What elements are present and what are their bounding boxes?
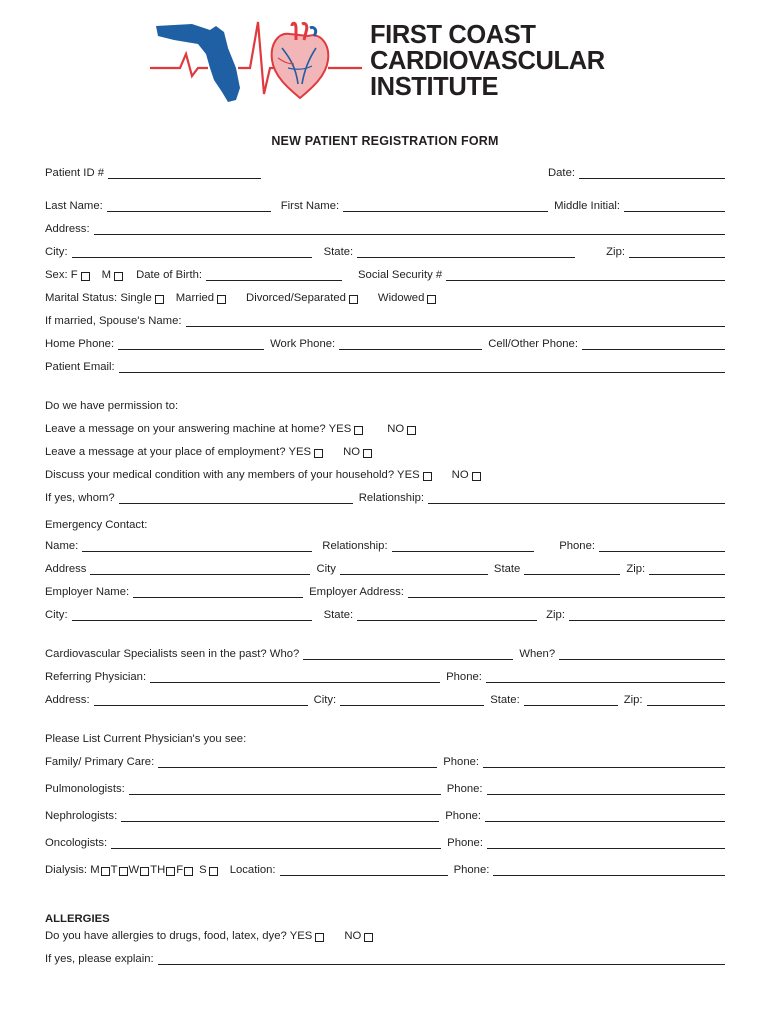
employer-city-line[interactable]: [72, 609, 312, 621]
dialysis-s-checkbox[interactable]: [209, 867, 218, 876]
whom-line[interactable]: [119, 492, 353, 504]
cell-phone-line[interactable]: [582, 338, 725, 350]
address-label: Address:: [45, 223, 90, 235]
row-emergency-heading: [45, 517, 725, 532]
dialysis-f-label: F: [176, 864, 184, 876]
spouse-name-line[interactable]: [186, 315, 725, 327]
pulmo-phone-label: Phone:: [446, 783, 483, 795]
nephro-line[interactable]: [121, 810, 439, 822]
permission-relationship-line[interactable]: [428, 492, 725, 504]
referring-phone-label: Phone:: [446, 671, 482, 683]
whom-label: If yes, whom?: [45, 492, 115, 504]
row-email: [45, 359, 725, 374]
onco-phone-line[interactable]: [487, 837, 725, 849]
married-checkbox[interactable]: [217, 295, 226, 304]
row-city: [45, 244, 725, 259]
employer-city-label: City:: [45, 609, 68, 621]
family-line[interactable]: [158, 756, 437, 768]
allergies-heading: ALLERGIES: [45, 913, 110, 925]
date-label: Date:: [547, 167, 575, 179]
pulmo-label: Pulmonologists:: [45, 783, 125, 795]
permission-q3-label: Discuss your medical condition with any members of your household? YES: [45, 469, 420, 481]
dialysis-label: Dialysis: M: [45, 864, 100, 876]
sex-label: Sex: F: [45, 269, 78, 281]
pulmo-line[interactable]: [129, 783, 441, 795]
employer-zip-label: Zip:: [546, 609, 565, 621]
employer-address-line[interactable]: [408, 586, 725, 598]
email-label: Patient Email:: [45, 361, 115, 373]
work-phone-line[interactable]: [339, 338, 482, 350]
emergency-phone-label: Phone:: [559, 540, 595, 552]
emergency-phone-line[interactable]: [599, 540, 725, 552]
onco-label: Oncologists:: [45, 837, 108, 849]
single-checkbox[interactable]: [155, 295, 164, 304]
row-dialysis: [45, 862, 725, 877]
specialists-who-line[interactable]: [303, 648, 513, 660]
ssn-label: Social Security #: [358, 269, 443, 281]
row-allergies-question: [45, 928, 725, 943]
referring-address-line[interactable]: [94, 694, 308, 706]
row-allergies-heading: [45, 911, 725, 926]
permission-heading: Do we have permission to:: [45, 400, 179, 412]
emergency-relationship-label: Relationship:: [322, 540, 388, 552]
state-line[interactable]: [357, 246, 575, 258]
spouse-name-label: If married, Spouse's Name:: [45, 315, 182, 327]
widowed-label: Widowed: [377, 292, 425, 304]
specialists-when-line[interactable]: [559, 648, 725, 660]
row-allergies-explain: [45, 951, 725, 966]
home-phone-label: Home Phone:: [45, 338, 115, 350]
allergies-no-label: NO: [344, 930, 362, 942]
nephro-phone-line[interactable]: [485, 810, 725, 822]
referring-line[interactable]: [150, 671, 440, 683]
family-label: Family/ Primary Care:: [45, 756, 155, 768]
widowed-checkbox[interactable]: [427, 295, 436, 304]
row-nephro: [45, 808, 725, 823]
emergency-city-label: City: [316, 563, 336, 575]
row-marital: [45, 290, 725, 305]
permission-relationship-label: Relationship:: [358, 492, 425, 504]
pulmo-phone-line[interactable]: [487, 783, 725, 795]
employer-state-label: State:: [323, 609, 354, 621]
dialysis-t-checkbox[interactable]: [119, 867, 128, 876]
nephro-label: Nephrologists:: [45, 810, 118, 822]
dob-line[interactable]: [206, 269, 342, 281]
cell-phone-label: Cell/Other Phone:: [488, 338, 578, 350]
specialists-label: Cardiovascular Specialists seen in the past? Who?: [45, 648, 300, 660]
row-employer: [45, 584, 725, 599]
zip-line[interactable]: [629, 246, 725, 258]
allergies-explain-line[interactable]: [158, 953, 725, 965]
emergency-name-line[interactable]: [82, 540, 312, 552]
zip-label: Zip:: [606, 246, 625, 258]
dob-label: Date of Birth:: [136, 269, 203, 281]
permission-q1-label: Leave a message on your answering machine at home? YES: [45, 423, 352, 435]
row-employer-city: [45, 607, 725, 622]
emergency-relationship-line[interactable]: [392, 540, 534, 552]
ssn-line[interactable]: [446, 269, 725, 281]
physicians-heading: Please List Current Physician's you see:: [45, 733, 247, 745]
emergency-city-line[interactable]: [340, 563, 488, 575]
row-emergency-name: [45, 538, 725, 553]
logo-graphic: [150, 18, 365, 104]
onco-phone-label: Phone:: [447, 837, 483, 849]
married-label: Married: [175, 292, 215, 304]
q2-no-label: NO: [343, 446, 361, 458]
marital-single-label: Marital Status: Single: [45, 292, 152, 304]
row-sex: [45, 267, 725, 282]
allergies-no-checkbox[interactable]: [364, 933, 373, 942]
row-phones: [45, 336, 725, 351]
divorced-checkbox[interactable]: [349, 295, 358, 304]
city-line[interactable]: [72, 246, 312, 258]
row-family: [45, 754, 725, 769]
dialysis-s-label: S: [199, 864, 207, 876]
first-name-line[interactable]: [343, 200, 548, 212]
brand-name: [370, 22, 605, 100]
patient-id-line[interactable]: [108, 167, 261, 179]
emergency-state-line[interactable]: [524, 563, 620, 575]
referring-state-label: State:: [490, 694, 520, 706]
dialysis-th-label: TH: [150, 864, 166, 876]
employer-address-label: Employer Address:: [309, 586, 404, 598]
row-emergency-address: [45, 561, 725, 576]
q2-yes-checkbox[interactable]: [314, 449, 323, 458]
middle-initial-line[interactable]: [624, 200, 725, 212]
referring-zip-line[interactable]: [647, 694, 725, 706]
brand-line-1: FIRST COAST: [370, 21, 536, 49]
ecg-line-icon: [150, 54, 208, 76]
divorced-label: Divorced/Separated: [246, 292, 346, 304]
email-line[interactable]: [119, 361, 725, 373]
row-patient-id: [45, 165, 725, 180]
patient-id-label: Patient ID #: [45, 167, 105, 179]
row-spouse: [45, 313, 725, 328]
home-phone-line[interactable]: [118, 338, 264, 350]
onco-line[interactable]: [111, 837, 441, 849]
middle-initial-label: Middle Initial:: [554, 200, 621, 212]
q3-no-checkbox[interactable]: [472, 472, 481, 481]
row-referring: [45, 669, 725, 684]
allergies-explain-label: If yes, please explain:: [45, 953, 154, 965]
row-whom: [45, 490, 725, 505]
q3-no-label: NO: [451, 469, 469, 481]
family-phone-label: Phone:: [443, 756, 480, 768]
emergency-zip-label: Zip:: [626, 563, 646, 575]
q2-no-checkbox[interactable]: [363, 449, 372, 458]
brand-line-2: CARDIOVASCULAR: [370, 47, 605, 75]
sex-m-label: M: [101, 269, 112, 281]
dialysis-th-checkbox[interactable]: [166, 867, 175, 876]
emergency-zip-line[interactable]: [649, 563, 725, 575]
heart-icon: [272, 23, 329, 98]
row-pulmo: [45, 781, 725, 796]
dialysis-phone-label: Phone:: [453, 864, 490, 876]
dialysis-phone-line[interactable]: [493, 864, 725, 876]
row-name: [45, 198, 725, 213]
employer-name-line[interactable]: [133, 586, 303, 598]
sex-f-checkbox[interactable]: [81, 272, 90, 281]
row-physicians-heading: [45, 731, 725, 746]
emergency-state-label: State: [493, 563, 521, 575]
q1-no-checkbox[interactable]: [407, 426, 416, 435]
emergency-name-label: Name:: [45, 540, 79, 552]
referring-city-line[interactable]: [340, 694, 484, 706]
q1-yes-checkbox[interactable]: [354, 426, 363, 435]
dialysis-m-checkbox[interactable]: [101, 867, 110, 876]
row-onco: [45, 835, 725, 850]
address-line[interactable]: [94, 223, 725, 235]
specialists-when-label: When?: [519, 648, 556, 660]
family-phone-line[interactable]: [483, 756, 725, 768]
emergency-heading: Emergency Contact:: [45, 519, 148, 531]
dialysis-t-label: T: [110, 864, 118, 876]
form-title: NEW PATIENT REGISTRATION FORM: [271, 134, 499, 148]
nephro-phone-label: Phone:: [445, 810, 482, 822]
q3-yes-checkbox[interactable]: [423, 472, 432, 481]
employer-name-label: Employer Name:: [45, 586, 130, 598]
emergency-address-label: Address: [45, 563, 87, 575]
q1-no-label: NO: [387, 423, 405, 435]
row-permission-q2: [45, 444, 725, 459]
first-name-label: First Name:: [280, 200, 340, 212]
emergency-address-line[interactable]: [90, 563, 310, 575]
referring-zip-label: Zip:: [623, 694, 643, 706]
dialysis-location-line[interactable]: [280, 864, 448, 876]
allergies-yes-checkbox[interactable]: [315, 933, 324, 942]
dialysis-w-label: W: [128, 864, 140, 876]
referring-label: Referring Physician:: [45, 671, 147, 683]
dialysis-f-checkbox[interactable]: [184, 867, 193, 876]
permission-q2-label: Leave a message at your place of employment? YES: [45, 446, 312, 458]
date-line[interactable]: [579, 167, 725, 179]
referring-address-label: Address:: [45, 694, 90, 706]
row-permission-q1: [45, 421, 725, 436]
employer-zip-line[interactable]: [569, 609, 725, 621]
row-permission-q3: [45, 467, 725, 482]
city-label: City:: [45, 246, 68, 258]
dialysis-location-label: Location:: [229, 864, 276, 876]
row-address: [45, 221, 725, 236]
dialysis-w-checkbox[interactable]: [140, 867, 149, 876]
allergies-question-label: Do you have allergies to drugs, food, latex, dye? YES: [45, 930, 313, 942]
row-permission-heading: [45, 398, 725, 413]
sex-m-checkbox[interactable]: [114, 272, 123, 281]
employer-state-line[interactable]: [357, 609, 537, 621]
brand-line-3: INSTITUTE: [370, 73, 499, 101]
last-name-line[interactable]: [107, 200, 271, 212]
referring-phone-line[interactable]: [486, 671, 725, 683]
row-referring-address: [45, 692, 725, 707]
state-label: State:: [323, 246, 354, 258]
last-name-label: Last Name:: [45, 200, 103, 212]
referring-city-label: City:: [313, 694, 337, 706]
referring-state-line[interactable]: [524, 694, 618, 706]
row-specialists: [45, 646, 725, 661]
work-phone-label: Work Phone:: [270, 338, 336, 350]
